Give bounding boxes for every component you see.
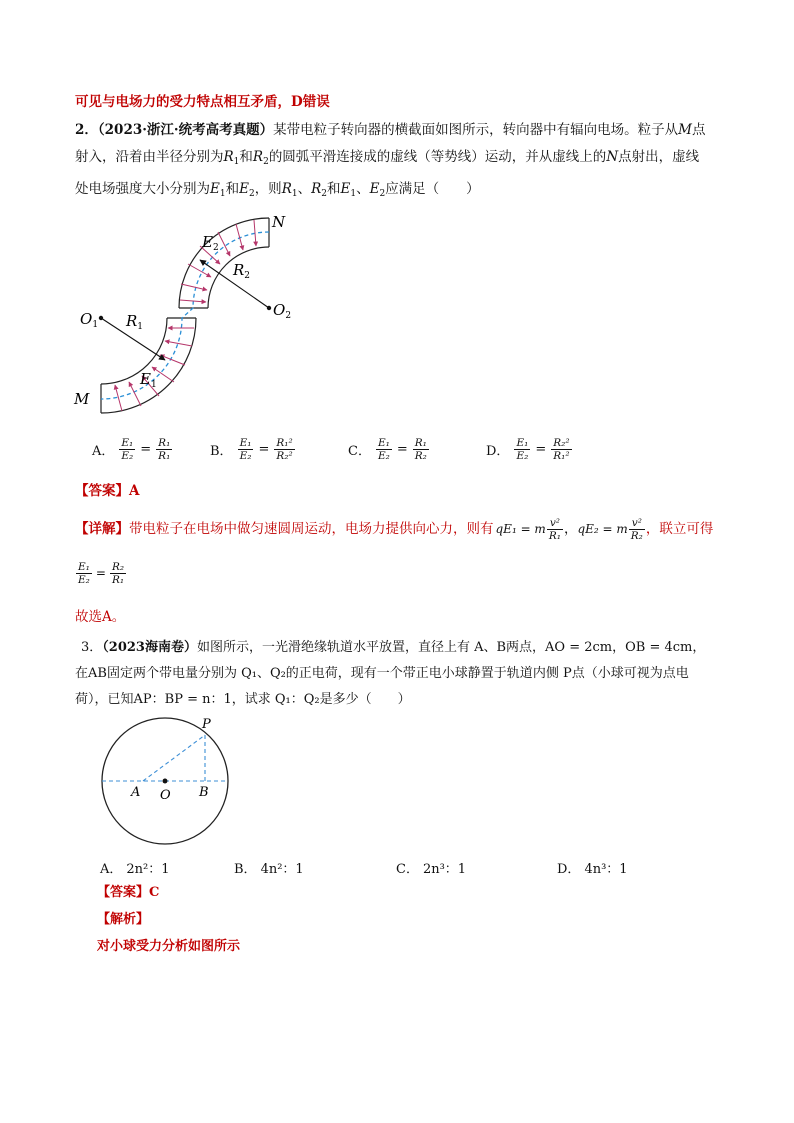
var-e: E — [239, 181, 249, 197]
fraction: $\frac{\text{E₁}}{\text{E₂}}$ — [239, 437, 252, 462]
var-r: R — [223, 149, 234, 165]
outer-arc-lower — [101, 318, 196, 413]
stem-text: 和 — [327, 181, 341, 197]
option-a[interactable]: A． $\frac{\text{E₁}}{\text{E₂}}$ = $\frac{\text{R₁}}{\text{R₁}}$ — [92, 437, 171, 462]
stem-text: 处电场强度大小分别为 — [75, 181, 210, 197]
label-b: B — [199, 785, 209, 800]
var-e: E — [340, 181, 351, 197]
stem-text: 和 — [239, 149, 253, 165]
field-arrows-lower — [115, 328, 194, 411]
fraction: $\frac{\text{R₂}}{\text{R₁}}$ — [111, 561, 125, 586]
fraction: $\frac{\text{E₁}}{\text{E₂}}$ — [377, 437, 390, 462]
previous-conclusion: 可见与电场力的受力特点相互矛盾，D错误 — [75, 94, 330, 110]
question-2-choose: 故选A。 — [75, 609, 126, 625]
point-m: M — [678, 122, 692, 138]
label-o1: $O_1$ — [80, 310, 99, 330]
label-m: M — [74, 390, 90, 408]
fraction: $\frac{\text{R₁²}}{\text{R₂²}}$ — [276, 437, 293, 462]
fraction: $\frac{\text{R₁}}{\text{R₂}}$ — [414, 437, 427, 462]
stem-text: 、 — [356, 181, 370, 197]
fraction: $\frac{\text{v²}}{\text{R₁}}$ — [548, 517, 561, 542]
option-letter: C． — [348, 444, 371, 459]
var-e: E — [369, 181, 380, 197]
stem-text: 如图所示，一光滑绝缘轨道水平放置，直径上有 A、B两点，AO = 2cm，OB = 4cm， — [196, 640, 706, 655]
option-letter: A． — [92, 444, 115, 459]
label-a: A — [131, 785, 141, 800]
question-2-source: （2023·浙江·统考高考真题） — [97, 122, 274, 138]
detail-text: ，联立可得 — [645, 521, 714, 537]
fraction: $\frac{\text{E₁}}{\text{E₂}}$ — [121, 437, 134, 462]
q3-option-c[interactable] — [396, 858, 466, 877]
option-d[interactable]: D． $\frac{\text{E₁}}{\text{E₂}}$ = $\frac{\text{R₂²}}{\text{R₁²}}$ — [486, 437, 570, 462]
option-b[interactable]: B． $\frac{\text{E₁}}{\text{E₂}}$ = $\frac{\text{R₁²}}{\text{R₂²}}$ — [210, 437, 293, 462]
var-r: R — [252, 149, 264, 165]
option-letter: D． — [486, 444, 510, 459]
var-r: R — [311, 181, 322, 197]
label-e1: $E_1$ — [140, 370, 157, 390]
label-n: N — [272, 213, 286, 231]
stem-text: 射入，沿着由半径分别为 — [75, 149, 224, 165]
equation-1: qE₁ = m — [495, 522, 546, 536]
equation-2: qE₂ = m — [577, 522, 628, 536]
option-c[interactable]: C． $\frac{\text{E₁}}{\text{E₂}}$ = $\frac{\text{R₁}}{\text{R₂}}$ — [348, 437, 427, 462]
question-2-result: $\frac{\text{E₁}}{\text{E₂}}$ = $\frac{\text{R₂}}{\text{R₁}}$ — [78, 561, 125, 586]
stem-text: 和 — [225, 181, 240, 197]
fraction: $\frac{\text{v²}}{\text{R₂}}$ — [630, 517, 643, 542]
question-2-stem: 2．（2023·浙江·统考高考真题）某带电粒子转向器的横截面如图所示，转向器中有辐向电场。粒子从M点 射入，沿着由半径分别为$R_1$和$R_2$的圆弧平滑连接成的虚线（等势线）运动，并从虚线上的N点射出，虚线 处电场强度大小分别为$E_1$和$E_2$，则$R_1$、$R_2$和$E_1$、$E_2$应满足（ ） — [75, 122, 706, 199]
stem-text: 荷），已知AP：BP = n：1，试求 Q₁：Q₂是多少（ ） — [75, 692, 411, 707]
fraction: $\frac{\text{R₂²}}{\text{R₁²}}$ — [553, 437, 570, 462]
stem-text: ，则 — [254, 181, 282, 197]
q3-option-a[interactable] — [100, 858, 170, 877]
label-o2: $O_2$ — [273, 301, 292, 321]
question-3-stem — [75, 635, 735, 713]
question-3-number: 3． — [81, 640, 103, 655]
option-letter: D． — [557, 862, 581, 877]
label-o: O — [160, 788, 171, 803]
option-text: 2n³：1 — [422, 862, 467, 877]
stem-text: 点射出，虚线 — [618, 149, 700, 165]
var-r: R — [281, 181, 292, 197]
stem-text: 应满足（ ） — [385, 181, 480, 197]
var-e: E — [210, 181, 220, 197]
detail-text: 带电粒子在电场中做匀速圆周运动，电场力提供向心力，则有 — [129, 521, 494, 537]
label-r1: $R_1$ — [126, 312, 144, 332]
option-text: 4n²：1 — [260, 862, 304, 877]
center-point — [163, 779, 168, 784]
stem-text: 、 — [297, 181, 312, 197]
question-2-detail: 【详解】 带电粒子在电场中做匀速圆周运动，电场力提供向心力，则有 qE₁ = m $\frac{\text{v²}}{\text{R₁}}$ ， qE₂ = m $\frac{\text{v²}}{\text{R₂}}$ ，联立可得 — [75, 517, 714, 542]
q3-option-d[interactable] — [557, 858, 628, 877]
question-3-analysis-text: 对小球受力分析如图所示 — [97, 939, 241, 954]
line-ap — [143, 735, 205, 781]
outer-arc-upper — [179, 218, 269, 308]
label-r2: $R_2$ — [233, 261, 251, 281]
stem-text: 的圆弧平滑连接成的虚线（等势线）运动，并从虚线上的 — [268, 149, 607, 165]
question-3-answer: 【答案】C — [97, 885, 160, 900]
stem-text: 点 — [691, 122, 706, 138]
field-arrows-upper — [180, 220, 256, 302]
fraction: $\frac{\text{E₁}}{\text{E₂}}$ — [78, 561, 90, 586]
question-3-analysis-label: 【解析】 — [97, 912, 150, 927]
option-letter: B． — [210, 444, 233, 459]
fraction: $\frac{\text{R₁}}{\text{R₁}}$ — [158, 437, 171, 462]
option-letter: A． — [100, 862, 123, 877]
detail-label: 【详解】 — [75, 521, 129, 537]
fraction: $\frac{\text{E₁}}{\text{E₂}}$ — [516, 437, 529, 462]
option-text: 2n²：1 — [126, 862, 170, 877]
point-n: N — [606, 149, 619, 165]
option-letter: C． — [396, 862, 419, 877]
question-2-number: 2． — [75, 122, 98, 138]
stem-text: 某带电粒子转向器的横截面如图所示，转向器中有辐向电场。粒子从 — [273, 122, 679, 138]
option-letter: B． — [234, 862, 257, 877]
circular-track-figure — [95, 715, 245, 850]
stem-text: 在AB固定两个带电量分别为 Q₁、Q₂的正电荷，现有一个带正电小球静置于轨道内侧 P点（小球可视为点电 — [75, 666, 689, 681]
option-text: 4n³：1 — [584, 862, 628, 877]
particle-deflector-figure — [70, 198, 310, 420]
question-3-source: （2023海南卷） — [102, 640, 197, 655]
q3-option-b[interactable] — [234, 858, 304, 877]
label-e2: $E_2$ — [202, 233, 219, 253]
label-p: P — [202, 717, 211, 732]
question-2-answer: 【答案】A — [75, 483, 140, 499]
